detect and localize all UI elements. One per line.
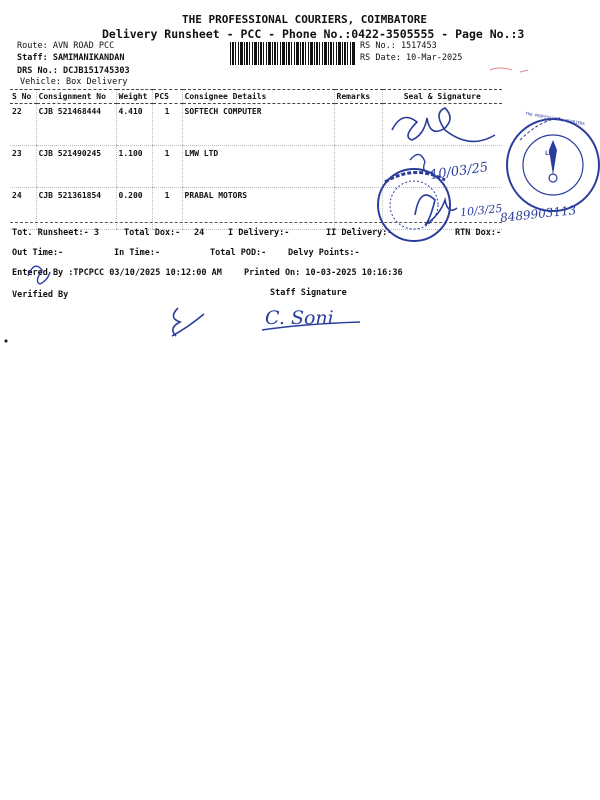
stamp-inner-text: LMW — [545, 150, 556, 157]
total-dox-value: 24 — [194, 228, 205, 238]
cell-weight: 1.100 — [116, 146, 152, 188]
signature-row22 — [392, 108, 495, 141]
staff-signature-stroke — [262, 322, 360, 330]
cell-consignment: CJB 521468444 — [36, 104, 116, 146]
total-pod: Total POD:- — [210, 248, 267, 258]
col-consignee: Consignee Details — [182, 90, 334, 104]
cell-sno: 23 — [10, 146, 36, 188]
row24-date-note: 10/3/25 — [459, 201, 503, 220]
vehicle-label: Vehicle: Box Delivery — [20, 77, 128, 87]
col-sno: S No — [10, 90, 36, 104]
route-label: Route: AVN ROAD PCC — [17, 41, 115, 51]
verified-by-signature — [172, 308, 204, 336]
in-time: In Time:- — [114, 248, 161, 258]
cell-weight: 4.410 — [116, 104, 152, 146]
cell-sno: 24 — [10, 188, 36, 230]
cell-consignment: CJB 521490245 — [36, 146, 116, 188]
i-delivery: I Delivery:- — [228, 228, 290, 238]
staff-signature-label: Staff Signature — [270, 288, 347, 298]
col-weight: Weight — [116, 90, 152, 104]
staff-label: Staff: SAMIMANIKANDAN — [17, 53, 125, 63]
entered-by-scribble — [28, 266, 50, 284]
cell-weight: 0.200 — [116, 188, 152, 230]
rs-date: RS Date: 10-Mar-2025 — [360, 53, 463, 63]
drs-number: DRS No.: DCJB151745303 — [17, 66, 130, 76]
cell-consignee: PRABAL MOTORS — [182, 188, 334, 230]
cell-consignee: SOFTECH COMPUTER — [182, 104, 334, 146]
cell-consignment: CJB 521361854 — [36, 188, 116, 230]
round-stamp — [507, 118, 599, 211]
round-stamp-2 — [378, 169, 450, 241]
cell-consignee: LMW LTD — [182, 146, 334, 188]
staff-signature-handwriting: C. Soni — [265, 307, 334, 329]
verified-by: Verified By — [12, 290, 69, 300]
red-mark — [490, 68, 528, 72]
entered-by: Entered By :TPCPCC 03/10/2025 10:12:00 AM — [12, 268, 222, 278]
runsheet-subtitle: Delivery Runsheet - PCC - Phone No.:0422-3505555 - Page No.:3 — [102, 27, 525, 41]
ii-delivery: II Delivery:- — [326, 228, 393, 238]
total-dox-label: Total Dox:- — [124, 228, 181, 238]
rs-number: RS No.: 1517453 — [360, 41, 437, 51]
tot-runsheet: Tot. Runsheet:- 3 — [12, 228, 99, 238]
row23-date-note: 10/03/25 — [429, 160, 490, 183]
company-title: THE PROFESSIONAL COURIERS, COIMBATORE — [182, 13, 428, 26]
cell-pcs: 1 — [152, 104, 182, 146]
cell-sno: 22 — [10, 104, 36, 146]
cell-pcs: 1 — [152, 188, 182, 230]
col-pcs: PCS — [152, 90, 182, 104]
col-seal: Seal & Signature — [382, 90, 502, 104]
signature-row24 — [415, 195, 457, 225]
printed-on: Printed On: 10-03-2025 10:16:36 — [244, 268, 403, 278]
out-time: Out Time:- — [12, 248, 64, 258]
col-remarks: Remarks — [334, 90, 382, 104]
phone-note: 8489903113 — [499, 203, 577, 225]
stamp-top-text: THE PROFESSIONAL COURIERS — [525, 110, 586, 127]
speck — [5, 340, 8, 343]
rtn-dox: RTN Dox:- — [455, 228, 502, 238]
cell-pcs: 1 — [152, 146, 182, 188]
col-consignment: Consignment No — [36, 90, 116, 104]
delvy-points: Delvy Points:- — [288, 248, 360, 258]
